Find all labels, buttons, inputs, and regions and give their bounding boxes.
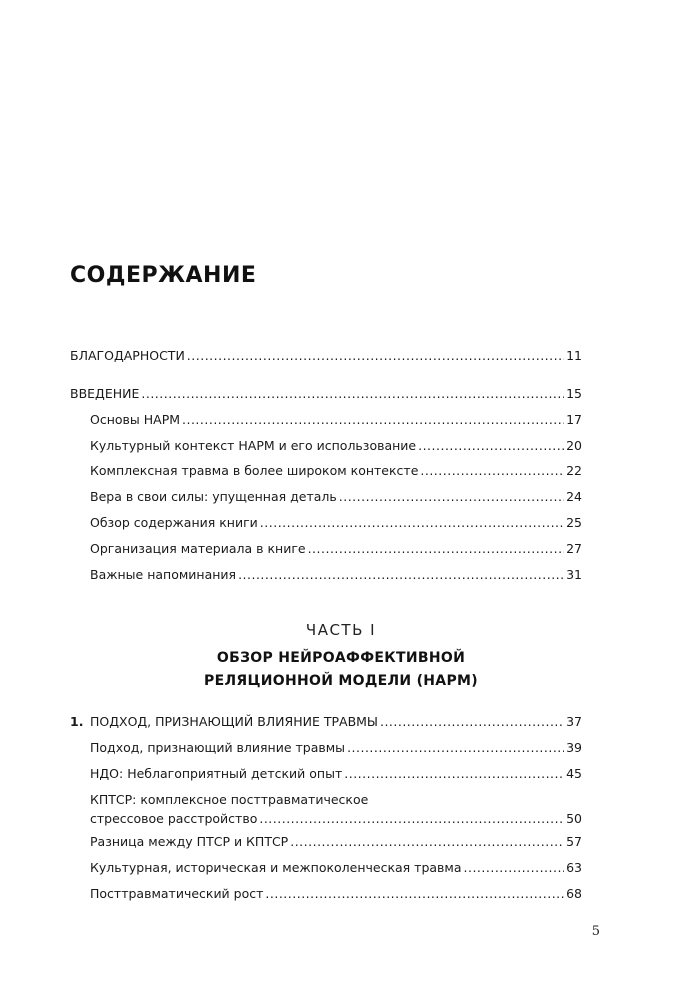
toc-entry-label-line1: КПТСР: комплексное посттравматическое: [90, 792, 369, 807]
page-number: 5: [591, 924, 600, 939]
toc-entry-label: Вера в свои силы: упущенная деталь: [90, 489, 337, 504]
part-title-line: ОБЗОР НЕЙРОАФФЕКТИВНОЙ: [216, 650, 466, 666]
dot-leader: [420, 463, 564, 479]
dot-leader: [182, 412, 564, 428]
toc-entry-label: Комплексная травма в более широком контексте: [90, 463, 419, 478]
toc-subentry[interactable]: [90, 886, 582, 902]
toc-entry-page: 17: [566, 412, 582, 427]
dot-leader: [260, 515, 564, 531]
dot-leader: [259, 809, 564, 828]
toc-entry-label: БЛАГОДАРНОСТИ: [70, 348, 185, 363]
toc-subentry[interactable]: [90, 412, 582, 428]
toc-entry-label: Посттравматический рост: [90, 886, 264, 901]
dot-leader: [418, 438, 564, 454]
dot-leader: [347, 740, 564, 756]
toc-entry-page: 11: [566, 348, 582, 363]
toc-entry-label: Культурная, историческая и межпоколенческая травма: [90, 860, 462, 875]
toc-entry-label: Обзор содержания книги: [90, 515, 258, 530]
toc-subentry[interactable]: [90, 834, 582, 850]
toc-subentry[interactable]: [90, 541, 582, 557]
toc-subentry[interactable]: [90, 860, 582, 876]
part-title: [0, 647, 682, 693]
toc-subentry[interactable]: [90, 740, 582, 756]
toc-entry-page: 50: [566, 811, 582, 826]
dot-leader: [380, 714, 564, 730]
toc-entry-page: 68: [566, 886, 582, 901]
toc-subentry[interactable]: [90, 489, 582, 505]
toc-subentry[interactable]: [90, 515, 582, 531]
toc-entry-label-line2: стрессовое расстройство: [90, 811, 258, 826]
toc-entry-label: ПОДХОД, ПРИЗНАЮЩИЙ ВЛИЯНИЕ ТРАВМЫ: [90, 714, 378, 729]
toc-entry-page: 31: [566, 567, 582, 582]
dot-leader: [238, 567, 564, 583]
toc-subentry[interactable]: [90, 438, 582, 454]
part-label: ЧАСТЬ I: [305, 621, 377, 639]
toc-entry-page: 15: [566, 386, 582, 401]
toc-entry-label: ВВЕДЕНИЕ: [70, 386, 140, 401]
toc-entry-page: 22: [566, 463, 582, 478]
page-title: СОДЕРЖАНИЕ: [70, 263, 257, 288]
toc-entry-page: 63: [566, 860, 582, 875]
toc-entry-label: НДО: Неблагоприятный детский опыт: [90, 766, 343, 781]
toc-chapter-1[interactable]: [70, 714, 582, 730]
toc-entry-acknowledgements[interactable]: [70, 348, 582, 364]
dot-leader: [141, 386, 564, 402]
toc-entry-page: 27: [566, 541, 582, 556]
toc-entry-page: 37: [566, 714, 582, 729]
chapter-number: 1.: [70, 714, 84, 729]
dot-leader: [464, 860, 565, 876]
dot-leader: [290, 834, 564, 850]
toc-entry-page: 39: [566, 740, 582, 755]
toc-entry-page: 57: [566, 834, 582, 849]
toc-subentry[interactable]: [90, 766, 582, 782]
toc-entry-label: Важные напоминания: [90, 567, 237, 582]
toc-entry-introduction[interactable]: [70, 386, 582, 402]
dot-leader: [265, 886, 564, 902]
toc-entry-label: Организация материала в книге: [90, 541, 306, 556]
toc-entry-label: Подход, признающий влияние травмы: [90, 740, 346, 755]
toc-subentry[interactable]: [90, 463, 582, 479]
toc-entry-page: 25: [566, 515, 582, 530]
toc-entry-label: Разница между ПТСР и КПТСР: [90, 834, 289, 849]
dot-leader: [344, 766, 564, 782]
part-title-line: РЕЛЯЦИОННОЙ МОДЕЛИ (НАРМ): [204, 673, 478, 689]
toc-subentry[interactable]: [90, 790, 582, 828]
toc-entry-page: 45: [566, 766, 582, 781]
toc-entry-page: 24: [566, 489, 582, 504]
dot-leader: [187, 348, 564, 364]
toc-entry-label: Культурный контекст НАРМ и его использование: [90, 438, 417, 453]
toc-entry-label: Основы НАРМ: [90, 412, 181, 427]
toc-entry-page: 20: [566, 438, 582, 453]
dot-leader: [308, 541, 565, 557]
dot-leader: [339, 489, 564, 505]
toc-subentry[interactable]: [90, 567, 582, 583]
